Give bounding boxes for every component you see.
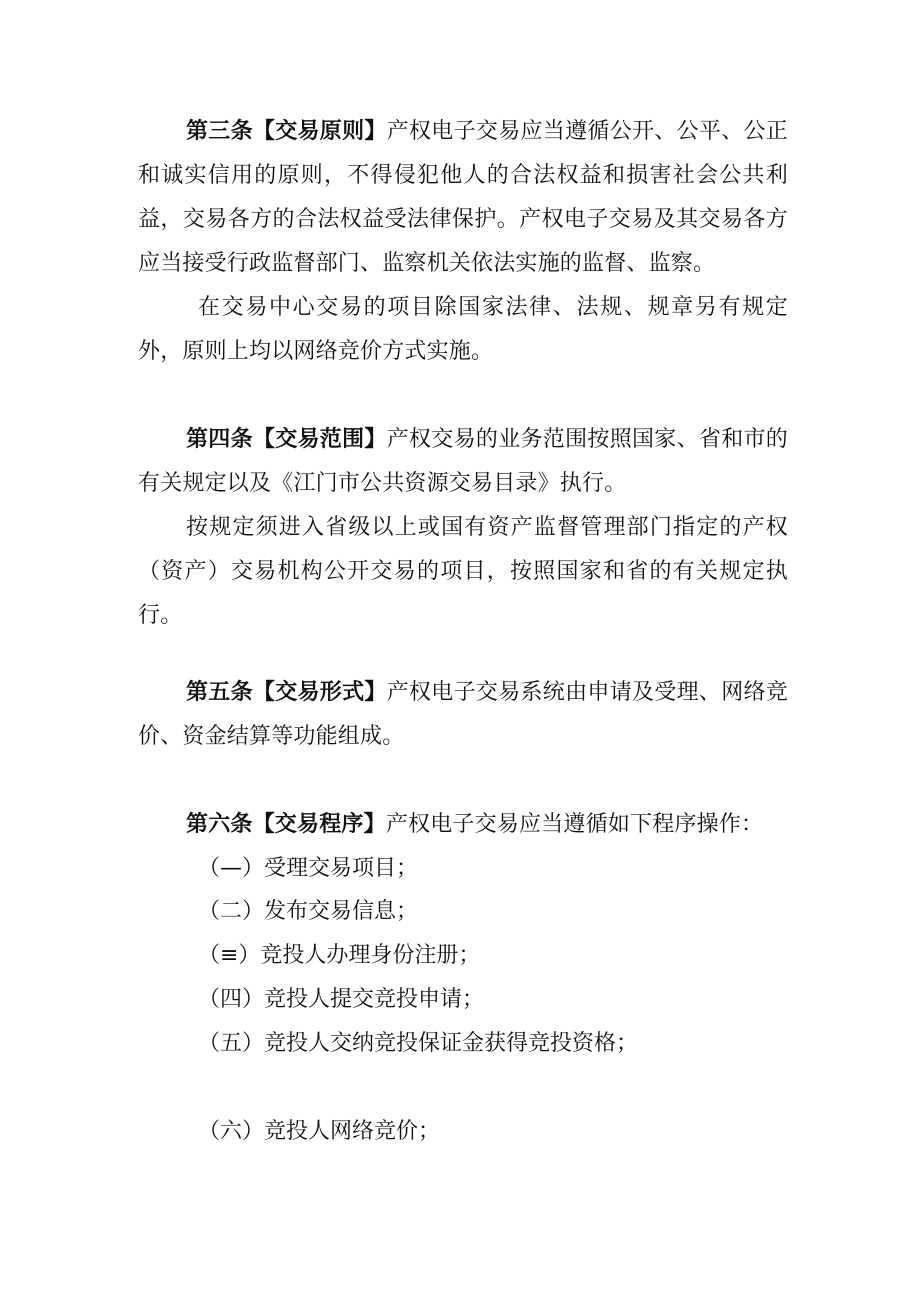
article-4-paragraph: [138, 418, 788, 506]
article-5-paragraph: [138, 671, 788, 759]
procedure-item-5: （五）竞投人交纳竞投保证金获得竞投资格；: [198, 1031, 639, 1056]
article-3-paragraph: [138, 110, 788, 286]
article-5-body: 产权电子交易系统由申请及受理、网络竞价、资金结算等功能组成。: [138, 680, 788, 749]
article-3-paragraph-2: 在交易中心交易的项目除国家法律、法规、规章另有规定外，原则上均以网络竞价方式实施。: [138, 295, 788, 364]
procedure-item-1: （—）受理交易项目；: [198, 856, 419, 881]
article-3-body: 产权电子交易应当遵循公开、公平、公正和诚实信用的原则，不得侵犯他人的合法权益和损害社会公共利益，交易各方的合法权益受法律保护。产权电子交易及其交易各方应当接受行政监督部门、监察机关依法实施的监督、监察。: [138, 119, 788, 276]
article-6-body: 产权电子交易应当遵循如下程序操作：: [385, 812, 764, 837]
article-5-heading: 第五条【交易形式】: [186, 680, 387, 705]
procedure-item-4: （四）竞投人提交竞投申请；: [198, 987, 485, 1012]
procedure-item-3: （≡）竞投人办理身份注册；: [198, 943, 481, 968]
article-4-heading: 第四条【交易范围】: [186, 427, 387, 452]
procedure-item-2: （二）发布交易信息；: [198, 899, 419, 924]
article-3-heading: 第三条【交易原则】: [186, 119, 387, 144]
article-6-paragraph: [138, 803, 788, 847]
procedure-item-6: （六）竞投人网络竞价；: [198, 1119, 441, 1144]
article-4-paragraph-2: 按规定须进入省级以上或国有资产监督管理部门指定的产权（资产）交易机构公开交易的项目，按照国家和省的有关规定执行。: [138, 515, 788, 628]
article-4-body: 产权交易的业务范围按照国家、省和市的有关规定以及《江门市公共资源交易目录》执行。: [138, 427, 788, 496]
article-6-heading: 第六条【交易程序】: [186, 812, 386, 837]
